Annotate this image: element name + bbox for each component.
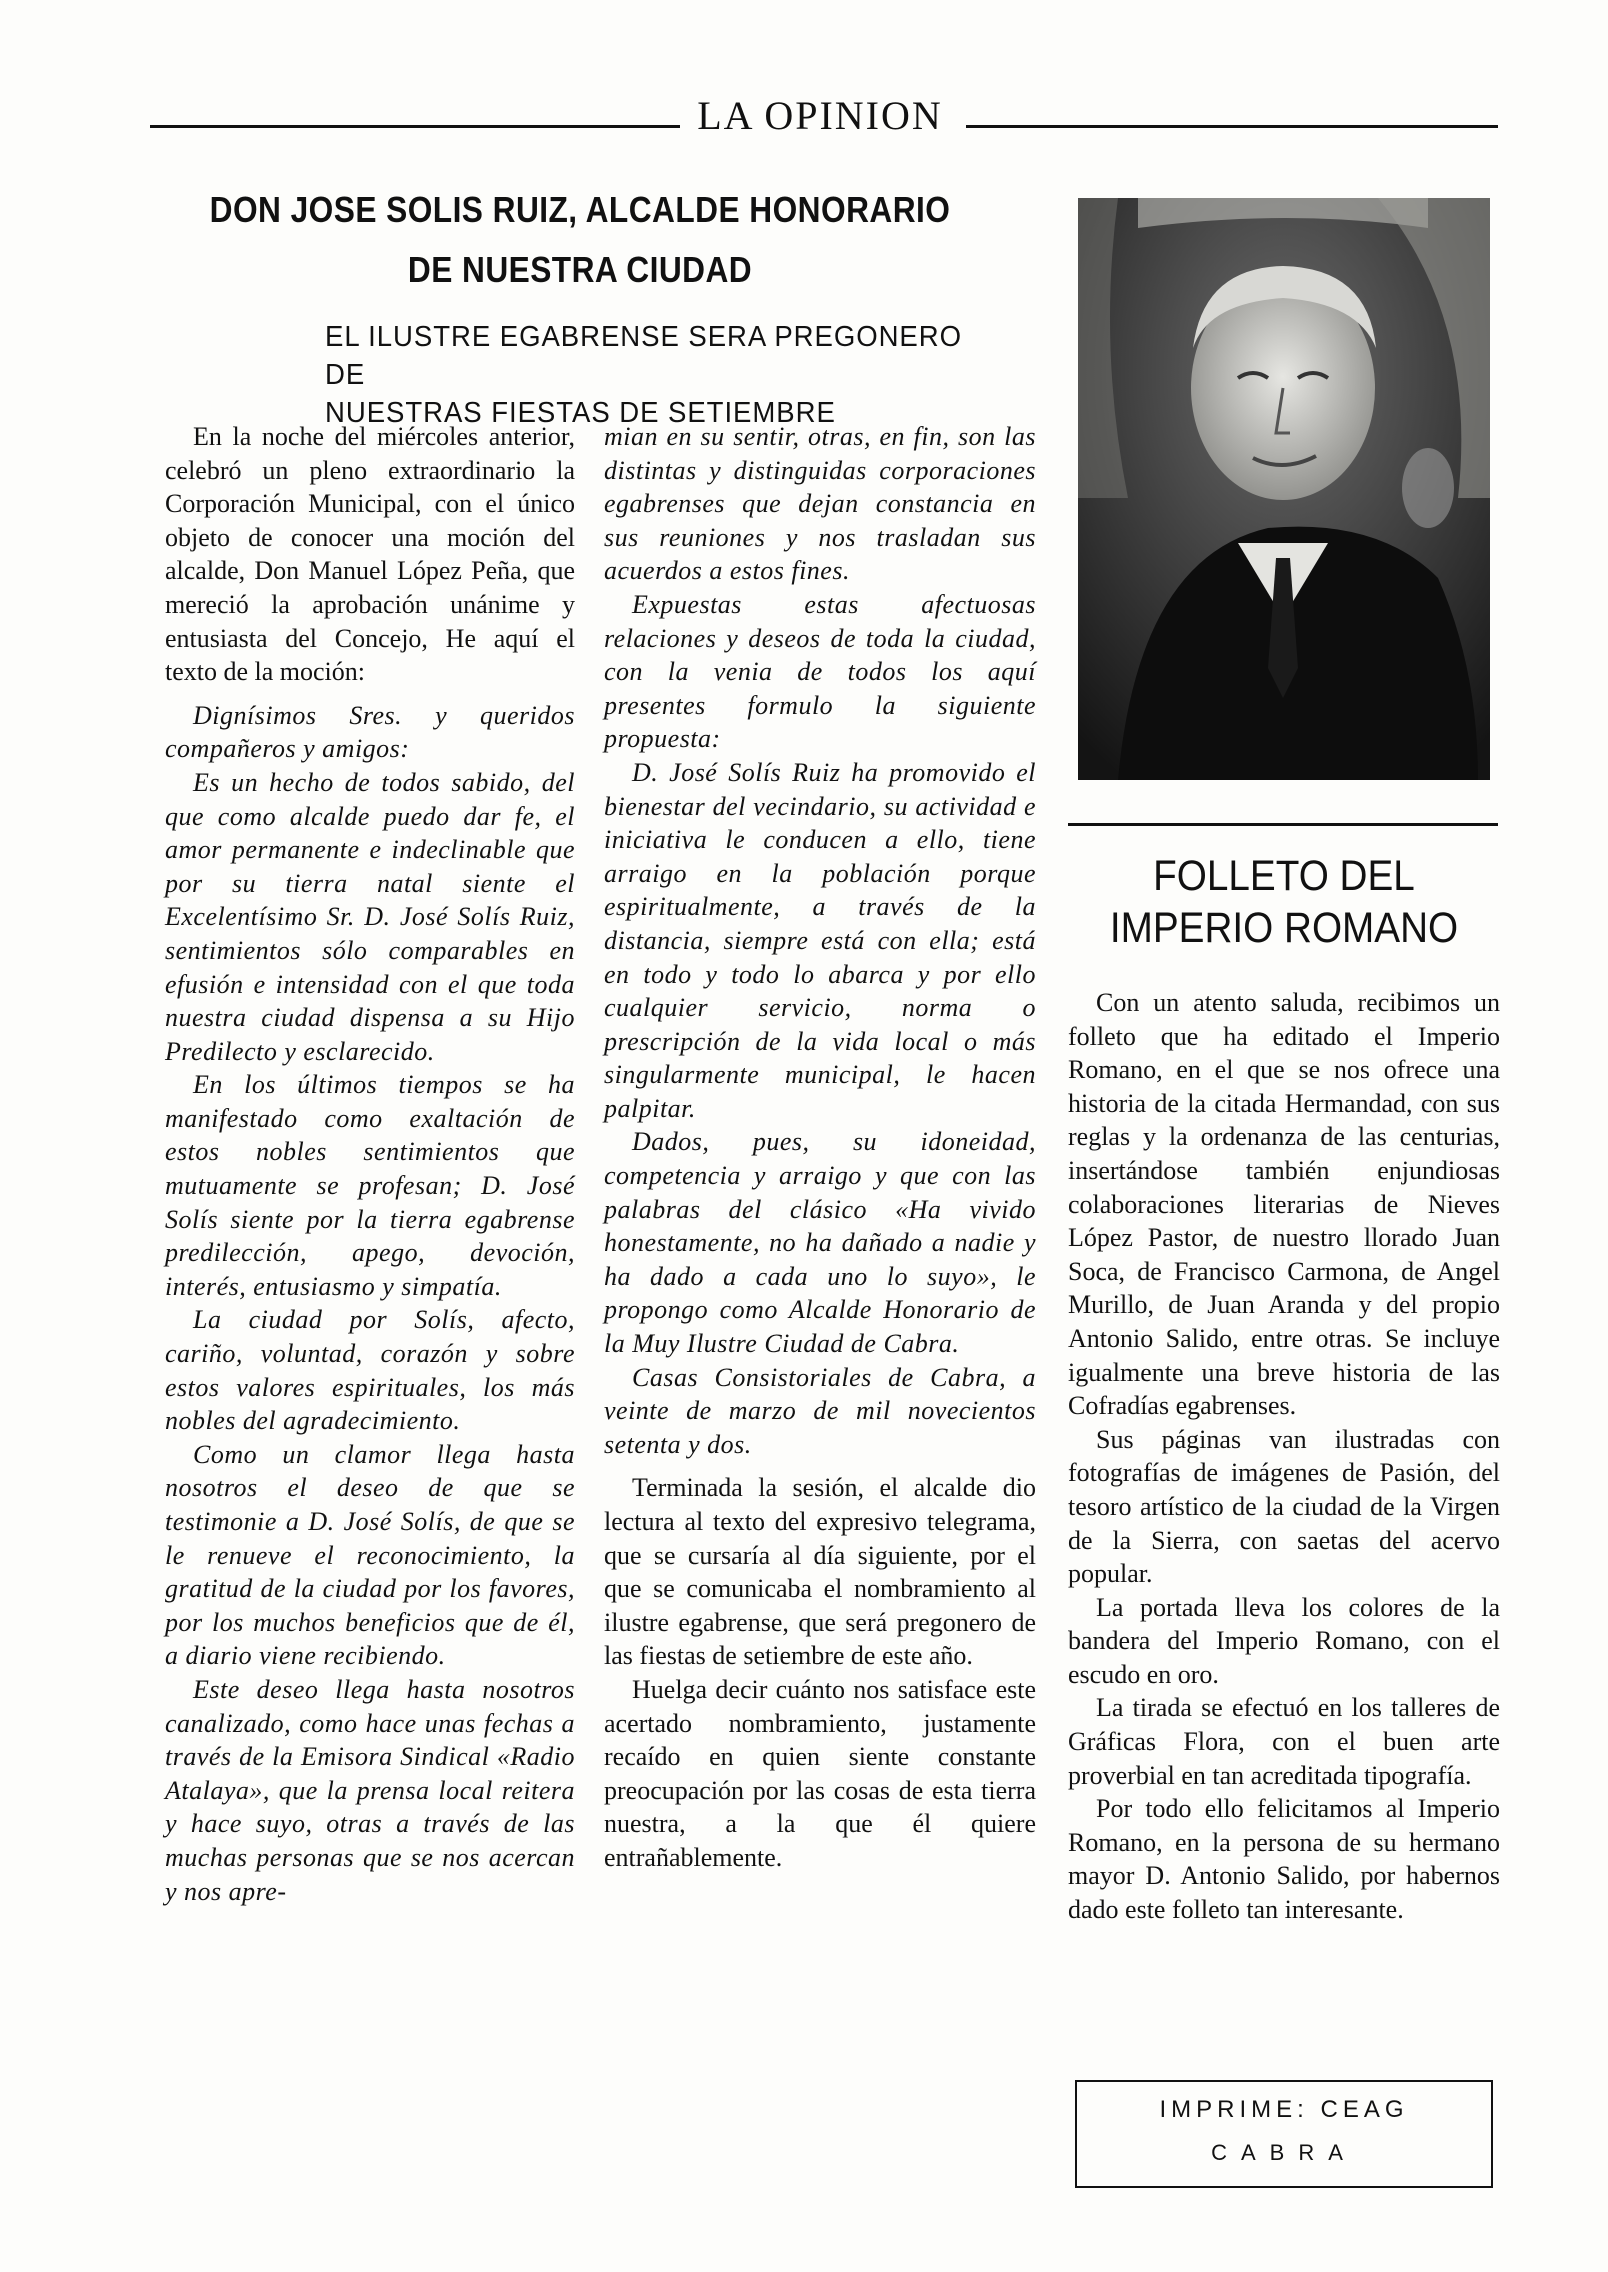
sidebar-paragraph: Sus páginas van ilustradas con fotografías de imágenes de Pasión, del tesoro artístico de la ciudad de la Virgen de la Sierra, con saetas del acervo popular. [1068,1424,1500,1589]
subhead-line-2: NUESTRAS FIESTAS DE SETIEMBRE [325,397,836,429]
sidebar-title-line-1: FOLLETO DEL [1153,852,1415,900]
article-paragraph: Dados, pues, su idoneidad, competencia y arraigo y que con las palabras del clásico «Ha vivido honestamente, no ha dañado a nadie y ha dado a cada uno lo suyo», le propongo como Alcalde Honorario de la Muy Ilustre Ciudad de Cabra. [604,1127,1036,1359]
sidebar-article [1068,986,1500,1927]
headline-line-1: DON JOSE SOLIS RUIZ, ALCALDE HONORARIO [209,189,951,230]
headline-line-2: DE NUESTRA CIUDAD [407,249,753,290]
imprint-box [1075,2080,1493,2188]
sidebar-rule [1068,823,1498,826]
masthead-title: LA OPINION [697,93,943,138]
article-paragraph: D. José Solís Ruiz ha promovido el bienestar del vecindario, su actividad e iniciativa le conducen a ello, tiene arraigo en la población porque espiritualmente, a través de la distancia, siempre está con ella; está en todo y todo lo abarca y por ello cualquier servicio, norma o prescripción de la vida local o más singularmente municipal, le hacen palpitar. [604,757,1036,1123]
article-paragraph: Huelga decir cuánto nos satisface este acertado nombramiento, justamente recaído en quien siente constante preocupación por las cosas de esta tierra nuestra, a la que él quiere entrañablemente. [604,1674,1036,1872]
article-paragraph: La ciudad por Solís, afecto, cariño, voluntad, corazón y sobre estos valores espirituales, los más nobles del agradecimiento. [165,1305,575,1436]
article-headline [202,180,959,300]
article-column-2 [604,420,1036,1875]
article-paragraph: Es un hecho de todos sabido, del que como alcalde puedo dar fe, el amor permanente e indeclinable que por su tierra natal siente el Excelentísimo Sr. D. José Solís Ruiz, sentimientos sólo comparables en efusión e intensidad con el que toda nuestra ciudad dispensa a su Hijo Predilecto y esclarecido. [165,767,575,1066]
article-paragraph: En los últimos tiempos se ha manifestado como exaltación de estos nobles sentimientos que mutuamente se profesan; D. José Solís siente por la tierra egabrense predilección, apego, devoción, interés, entusiasmo y simpatía. [165,1070,575,1301]
masthead-rule-right [966,125,1498,128]
sidebar-title-line-2: IMPERIO ROMANO [1109,904,1459,952]
sidebar-paragraph: La tirada se efectuó en los talleres de Gráficas Flora, con el buen arte proverbial en tan acreditada tipografía. [1068,1693,1500,1790]
sidebar-title [1090,850,1479,954]
portrait-photo-graphic [1078,198,1490,780]
sidebar-paragraph: La portada lleva los colores de la bandera del Imperio Romano, con el escudo en oro. [1068,1592,1500,1689]
article-paragraph: Casas Consistoriales de Cabra, a veinte de marzo de mil novecientos setenta y dos. [604,1362,1036,1459]
article-paragraph: Expuestas estas afectuosas relaciones y deseos de toda la ciudad, con la venia de todos los aquí presentes formulo la siguiente propuesta: [604,589,1036,754]
sidebar-paragraph: Por todo ello felicitamos al Imperio Romano, en la persona de su hermano mayor D. Antonio Salido, por habernos dado este folleto tan interesante. [1068,1794,1500,1925]
article-paragraph: Terminada la sesión, el alcalde dio lectura al texto del expresivo telegrama, que se cursaría al día siguiente, por el que se comunicaba el nombramiento al ilustre egabrense, que será pregonero de las fiestas de setiembre de este año. [604,1473,1036,1671]
article-subheadline [325,318,1009,432]
article-paragraph: Como un clamor llega hasta nosotros el deseo de que se testimonie a D. José Solís, de que se le renueve el reconocimiento, la gratitud de la ciudad por los favores, por los muchos beneficios que de él, a diario viene recibiendo. [165,1439,575,1671]
subhead-line-1: EL ILUSTRE EGABRENSE SERA PREGONERO DE [325,321,962,391]
sidebar-paragraph: Con un atento saluda, recibimos un folleto que ha editado el Imperio Romano, en el que se nos ofrece una historia de la citada Hermandad, con sus reglas y la ordenanza de las centurias, insertándose también enjundiosas colaboraciones literarias de Nieves López Pastor, de nuestro llorado Juan Soca, de Francisco Carmona, de Angel Murillo, de Juan Aranda y del propio Antonio Salido, entre otras. Se incluye igualmente una breve historia de las Cofradías egabrenses. [1068,988,1500,1421]
masthead-rule-left [150,125,680,128]
article-paragraph: En la noche del miércoles anterior, celebró un pleno extraordinario la Corporación Municipal, con el único objeto de conocer una moción del alcalde, Don Manuel López Peña, que mereció la aprobación unánime y entusiasta del Concejo, He aquí el texto de la moción: [165,422,575,687]
article-column-1 [165,420,575,1908]
article-paragraph: Este deseo llega hasta nosotros canalizado, como hace unas fechas a través de la Emisora Sindical «Radio Atalaya», que la prensa local reitera y hace suyo, otras a través de las muchas personas que se nos acercan y nos apre- [165,1674,575,1906]
article-paragraph: mian en su sentir, otras, en fin, son las distintas y distinguidas corporaciones egabrenses que dejan constancia en sus reuniones y nos trasladan sus acuerdos a estos fines. [604,422,1036,586]
portrait-photo [1078,198,1490,780]
article-paragraph: Dignísimos Sres. y queridos compañeros y amigos: [165,700,575,764]
imprint-city: CABRA [1211,2140,1357,2165]
imprint-printer: IMPRIME: CEAG [1159,2096,1409,2123]
